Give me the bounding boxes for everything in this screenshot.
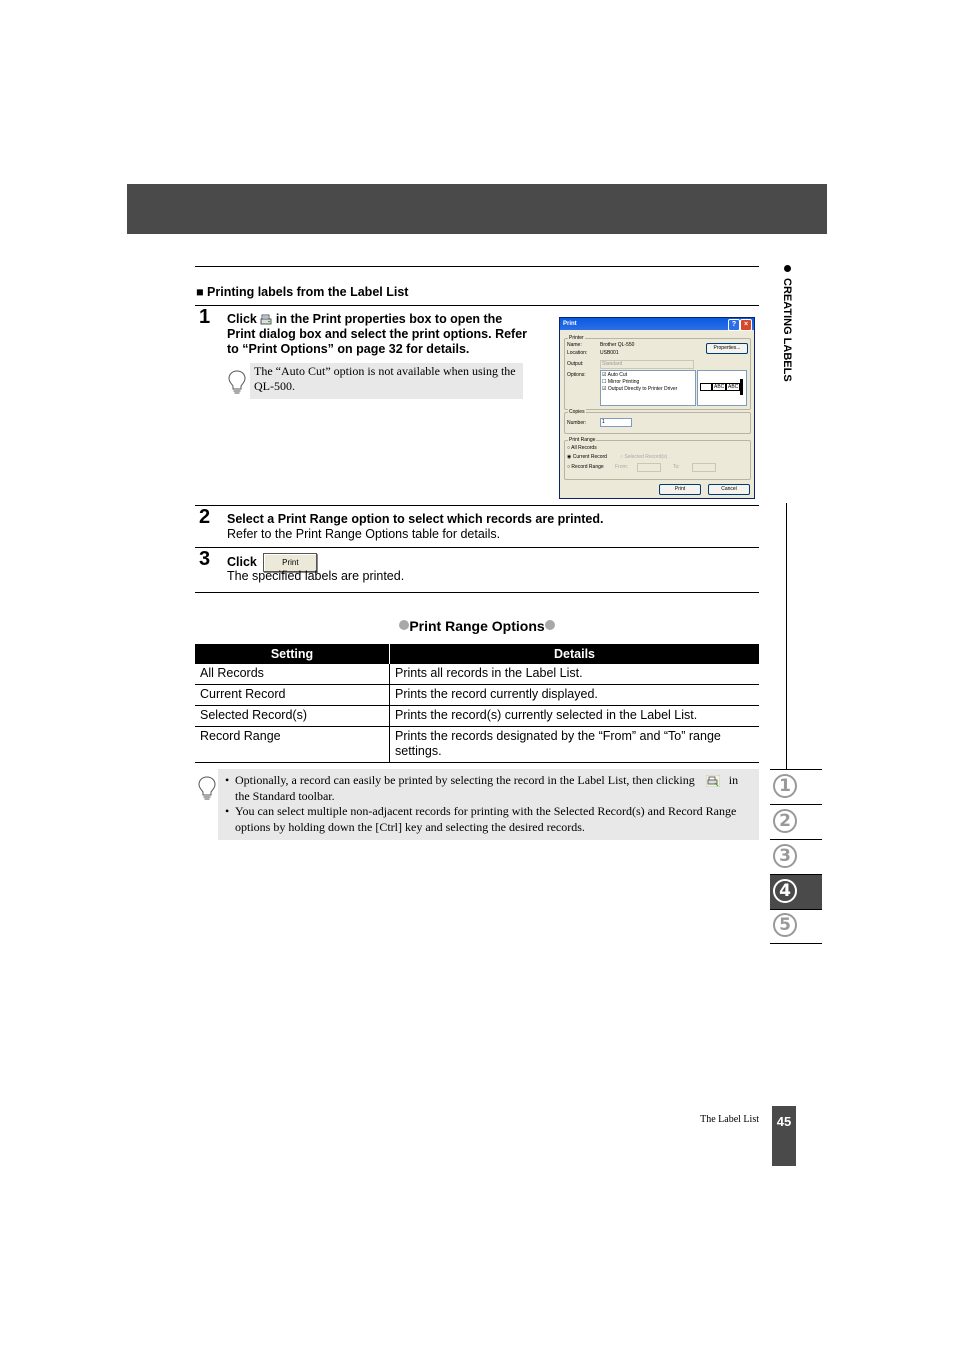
- details-cell: Prints all records in the Label List.: [390, 664, 760, 685]
- dialog-titlebar: [560, 318, 754, 330]
- details-cell: Prints the records designated by the “From” and “To” range settings.: [390, 727, 760, 763]
- side-section-label: [779, 265, 793, 382]
- step-1-line3: to “Print Options” on page 32 for details.: [227, 342, 470, 356]
- setting-cell: Current Record: [195, 685, 390, 706]
- range-current-record-label: Current Record: [572, 454, 607, 460]
- step-1-line2: Print dialog box and select the print options. Refer: [227, 327, 528, 341]
- bullet-dot-left: [399, 620, 409, 630]
- copies-group: [564, 409, 751, 434]
- side-rule: [786, 503, 787, 769]
- option-output-directly[interactable]: ☑ Output Directly to Printer Driver: [602, 386, 678, 392]
- option-mirror-printing-label: Mirror Printing: [607, 379, 640, 385]
- lightbulb-icon: [228, 370, 246, 394]
- chapter-3-icon: 3: [773, 844, 797, 868]
- close-button[interactable]: ×: [740, 319, 752, 331]
- range-record-range[interactable]: ○ Record Range: [567, 464, 604, 470]
- label-preview: [697, 370, 747, 406]
- footer-section-name: The Label List: [700, 1114, 759, 1125]
- copies-group-label: Copies: [569, 409, 585, 415]
- copies-number-value: 1: [602, 419, 605, 425]
- details-cell: Prints the record currently displayed.: [390, 685, 760, 706]
- section-rule: [195, 305, 759, 306]
- top-rule: [195, 266, 759, 267]
- range-selected-records[interactable]: ○ Selected Record(s): [620, 454, 668, 460]
- chapter-4-icon: 4: [773, 879, 797, 903]
- chapter-1-icon: 1: [773, 774, 797, 798]
- preview-scroll: [740, 379, 743, 395]
- output-select[interactable]: [600, 360, 694, 369]
- print-toolbar-icon: [706, 775, 718, 787]
- table-row: [195, 685, 759, 706]
- chapter-tab-2[interactable]: [770, 805, 822, 840]
- header-setting: Setting: [195, 644, 390, 664]
- range-all-records[interactable]: ○ All Records: [567, 445, 597, 451]
- step-3-number: 3: [199, 548, 211, 570]
- output-label: Output:: [567, 361, 584, 367]
- step-2-rule: [195, 505, 759, 506]
- table-title-text: Print Range Options: [409, 618, 545, 634]
- step-3-rule: [195, 547, 759, 548]
- tip-1-text-after-icon: in the Standard toolbar.: [235, 773, 739, 803]
- setting-cell: Selected Record(s): [195, 706, 390, 727]
- printer-group-label: Printer: [569, 335, 584, 341]
- side-section-label-text: CREATING LABELS: [781, 278, 793, 382]
- to-input[interactable]: [692, 463, 716, 472]
- details-cell: Prints the record(s) currently selected in the Label List.: [390, 706, 760, 727]
- step-1-number: 1: [199, 306, 211, 328]
- options-label: Options:: [567, 372, 586, 378]
- chapter-tab-1[interactable]: [770, 770, 822, 805]
- step-1-text-after-icon: in the Print properties box to open the: [275, 312, 503, 326]
- chapter-2-icon: 2: [773, 809, 797, 833]
- setting-cell: All Records: [195, 664, 390, 685]
- dialog-title: Print: [563, 321, 577, 327]
- print-range-group-label: Print Range: [569, 437, 596, 443]
- dialog-cancel-button[interactable]: Cancel: [708, 484, 750, 495]
- name-label: Name:: [567, 342, 582, 348]
- from-label: From:: [615, 464, 629, 470]
- to-label: To:: [673, 464, 680, 470]
- setting-cell: Record Range: [195, 727, 390, 763]
- header-bar: [127, 184, 827, 234]
- dialog-print-button[interactable]: Print: [659, 484, 701, 495]
- step-3-plain: The specified labels are printed.: [227, 569, 405, 583]
- print-range-options-table: [195, 644, 759, 763]
- tips-note: [218, 769, 759, 840]
- step-3-click: Click: [227, 554, 257, 569]
- print-button-image: Print: [263, 553, 317, 572]
- number-label: Number:: [567, 420, 587, 426]
- options-list[interactable]: [600, 370, 696, 406]
- name-value: Brother QL-550: [600, 342, 635, 348]
- preview-abc-1: ABC: [714, 384, 725, 390]
- chapter-tab-5[interactable]: [770, 909, 822, 944]
- option-output-directly-label: Output Directly to Printer Driver: [607, 386, 678, 392]
- help-button[interactable]: ?: [728, 319, 740, 331]
- print-dialog: [559, 317, 755, 499]
- header-details: Details: [390, 644, 760, 664]
- location-label: Location:: [567, 350, 588, 356]
- step-2-number: 2: [199, 506, 211, 528]
- print-properties-icon: [260, 314, 272, 326]
- table-title: [195, 618, 759, 634]
- table-row: [195, 706, 759, 727]
- step-1-text: [227, 312, 542, 357]
- from-input[interactable]: [637, 463, 661, 472]
- step-2-bold: Select a Print Range option to select which records are printed.: [227, 512, 604, 526]
- properties-button[interactable]: Properties...: [706, 343, 748, 354]
- chapter-tab-3[interactable]: [770, 840, 822, 875]
- chapter-5-icon: 5: [773, 913, 797, 937]
- table-header-row: [195, 644, 759, 664]
- option-auto-cut-label: Auto Cut: [607, 372, 628, 378]
- page-number: 45: [772, 1106, 796, 1166]
- step-2-plain: Refer to the Print Range Options table for details.: [227, 527, 501, 541]
- range-current-record[interactable]: ◉ Current Record: [567, 454, 607, 460]
- steps-end-rule: [195, 592, 759, 593]
- option-auto-cut[interactable]: ☑ Auto Cut: [602, 372, 628, 378]
- bullet-dot-right: [545, 620, 555, 630]
- range-selected-records-label: Selected Record(s): [624, 454, 668, 460]
- preview-blank: [700, 383, 712, 391]
- preview-abc-2: ABC: [728, 384, 739, 390]
- step-1-note: The “Auto Cut” option is not available when using the QL-500.: [250, 363, 523, 399]
- range-record-range-label: Record Range: [571, 464, 604, 470]
- side-bullet-icon: [784, 265, 791, 272]
- copies-number-input[interactable]: [600, 418, 632, 427]
- table-row: [195, 727, 759, 763]
- tip-2: • You can select multiple non-adjacent records for printing with the Selected Record(s) and Record Range options by holding down the [Ctrl] key and selecting the desired records.: [235, 804, 751, 835]
- step-1-click: Click: [227, 312, 257, 326]
- tip-1: [235, 773, 751, 804]
- output-select-value: Standard: [602, 361, 623, 367]
- location-value: USB001: [600, 350, 619, 356]
- option-mirror-printing[interactable]: ☐ Mirror Printing: [602, 379, 640, 385]
- range-all-records-label: All Records: [571, 445, 597, 451]
- tip-1-text: Optionally, a record can easily be printed by selecting the record in the Label List, then clicking: [235, 773, 695, 787]
- table-row: [195, 664, 759, 685]
- lightbulb-icon: [198, 776, 216, 800]
- chapter-tab-4-active[interactable]: [770, 875, 822, 910]
- section-heading: ■ Printing labels from the Label List: [196, 285, 409, 299]
